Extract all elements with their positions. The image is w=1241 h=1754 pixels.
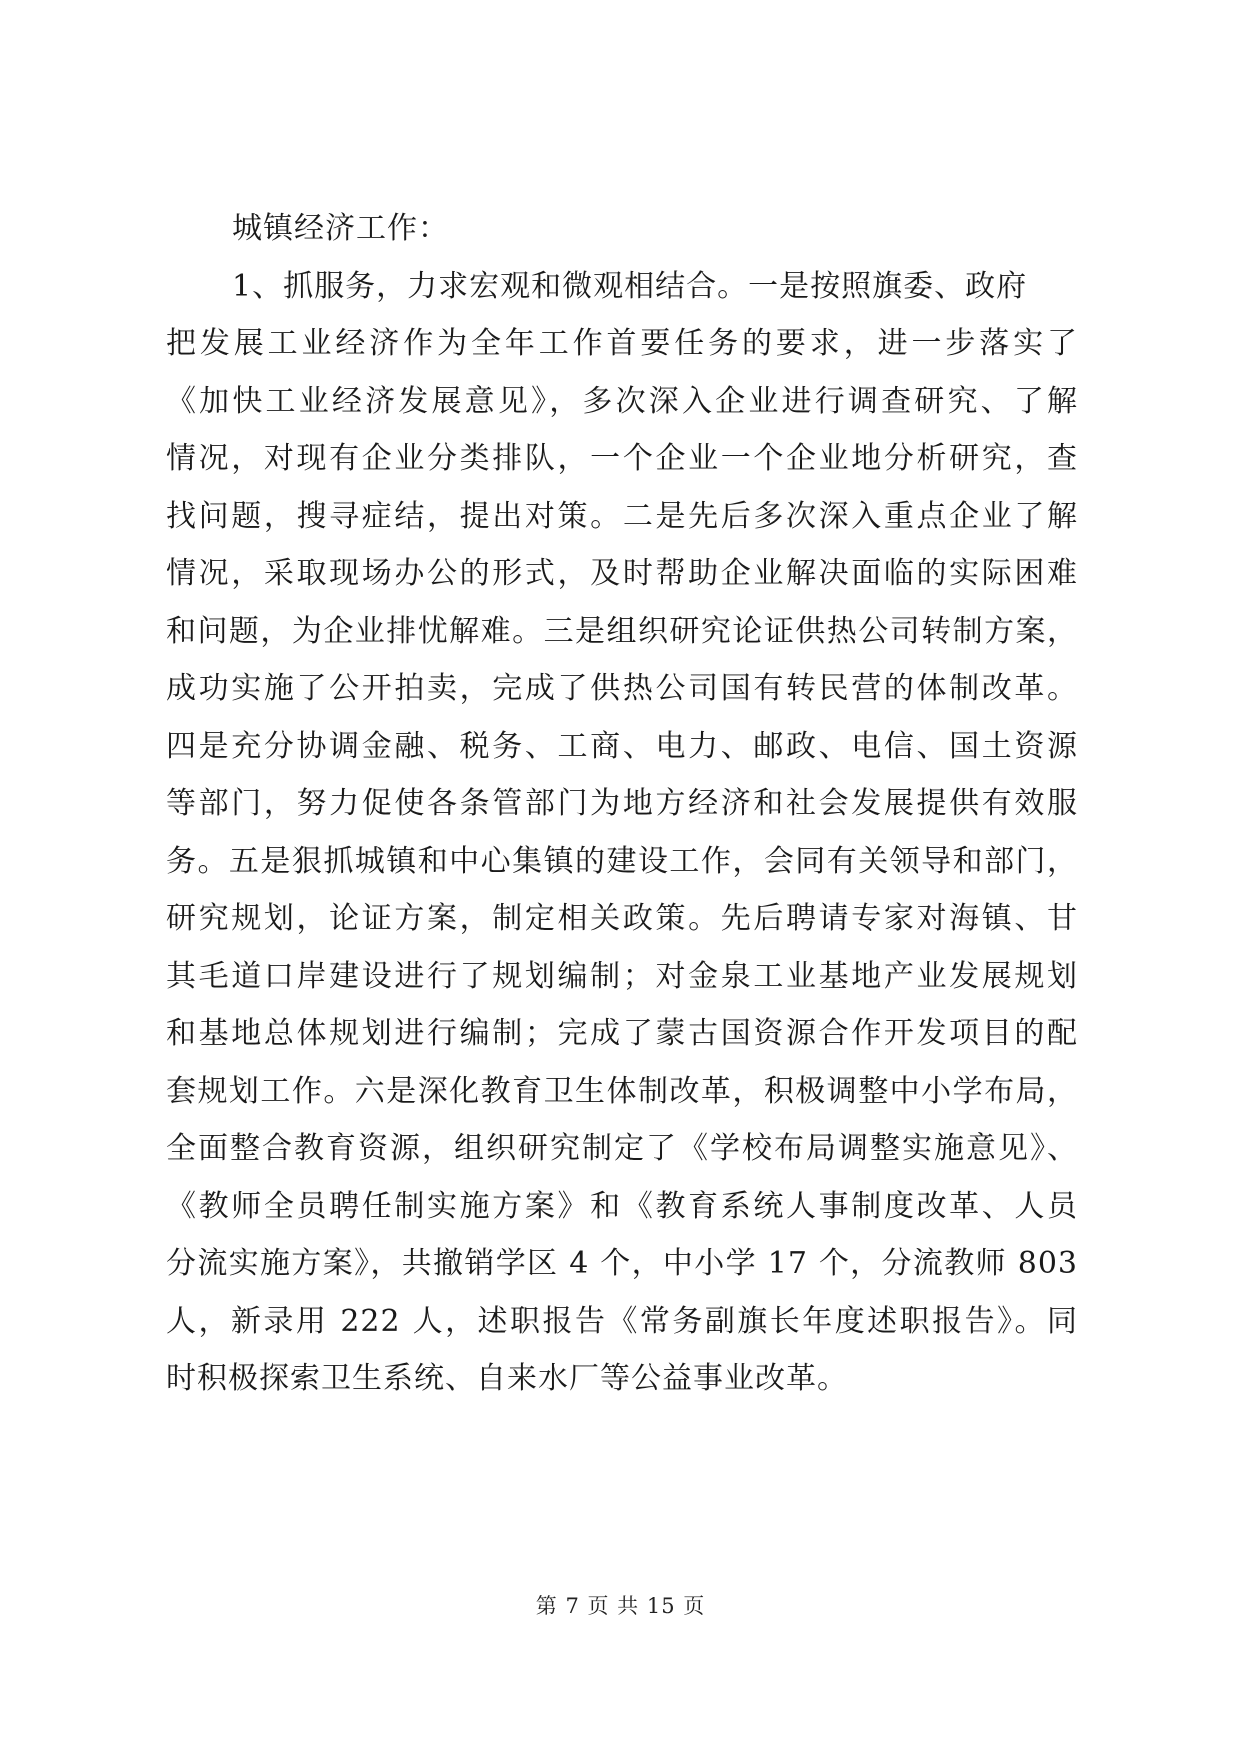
paragraph-line: 务。五是狠抓城镇和中心集镇的建设工作，会同有关领导和部门， bbox=[166, 843, 1078, 879]
paragraph-line: 等部门，努力促使各条管部门为地方经济和社会发展提供有效服 bbox=[166, 786, 1078, 821]
page-number-footer: 第 7 页 共 15 页 bbox=[535, 1594, 706, 1618]
paragraph-line: 和问题，为企业排忧解难。三是组织研究论证供热公司转制方案， bbox=[166, 613, 1078, 649]
paragraph-line: 《加快工业经济发展意见》，多次深入企业进行调查研究、了解 bbox=[166, 383, 1078, 419]
paragraph-line: 1、抓服务，力求宏观和微观相结合。一是按照旗委、政府 bbox=[232, 268, 1028, 304]
paragraph-line: 《教师全员聘任制实施方案》和《教育系统人事制度改革、人员 bbox=[166, 1188, 1078, 1224]
paragraph-line: 四是充分协调金融、税务、工商、电力、邮政、电信、国土资源 bbox=[166, 728, 1078, 764]
paragraph-line: 找问题，搜寻症结，提出对策。二是先后多次深入重点企业了解 bbox=[166, 498, 1078, 534]
document-body bbox=[166, 200, 1078, 1408]
paragraph-line: 研究规划，论证方案，制定相关政策。先后聘请专家对海镇、甘 bbox=[166, 901, 1078, 936]
section-heading: 城镇经济工作： bbox=[232, 211, 449, 246]
paragraph-line: 其毛道口岸建设进行了规划编制；对金泉工业基地产业发展规划 bbox=[166, 958, 1078, 994]
paragraph-line: 时积极探索卫生系统、自来水厂等公益事业改革。 bbox=[166, 1361, 848, 1396]
paragraph-line: 分流实施方案》，共撤销学区 4 个，中小学 17 个，分流教师 803 bbox=[166, 1246, 1078, 1281]
paragraph-line: 人，新录用 222 人，述职报告《常务副旗长年度述职报告》。同 bbox=[166, 1303, 1078, 1339]
paragraph-line: 套规划工作。六是深化教育卫生体制改革，积极调整中小学布局， bbox=[166, 1073, 1078, 1109]
paragraph-line: 情况，对现有企业分类排队，一个企业一个企业地分析研究，查 bbox=[166, 441, 1078, 476]
paragraph-line: 成功实施了公开拍卖，完成了供热公司国有转民营的体制改革。 bbox=[166, 671, 1078, 706]
paragraph-line: 把发展工业经济作为全年工作首要任务的要求，进一步落实了 bbox=[166, 326, 1078, 361]
paragraph-line: 和基地总体规划进行编制；完成了蒙古国资源合作开发项目的配 bbox=[166, 1016, 1078, 1051]
paragraph-line: 情况，采取现场办公的形式，及时帮助企业解决面临的实际困难 bbox=[166, 556, 1078, 591]
paragraph-line: 全面整合教育资源，组织研究制定了《学校布局调整实施意见》、 bbox=[166, 1131, 1078, 1166]
